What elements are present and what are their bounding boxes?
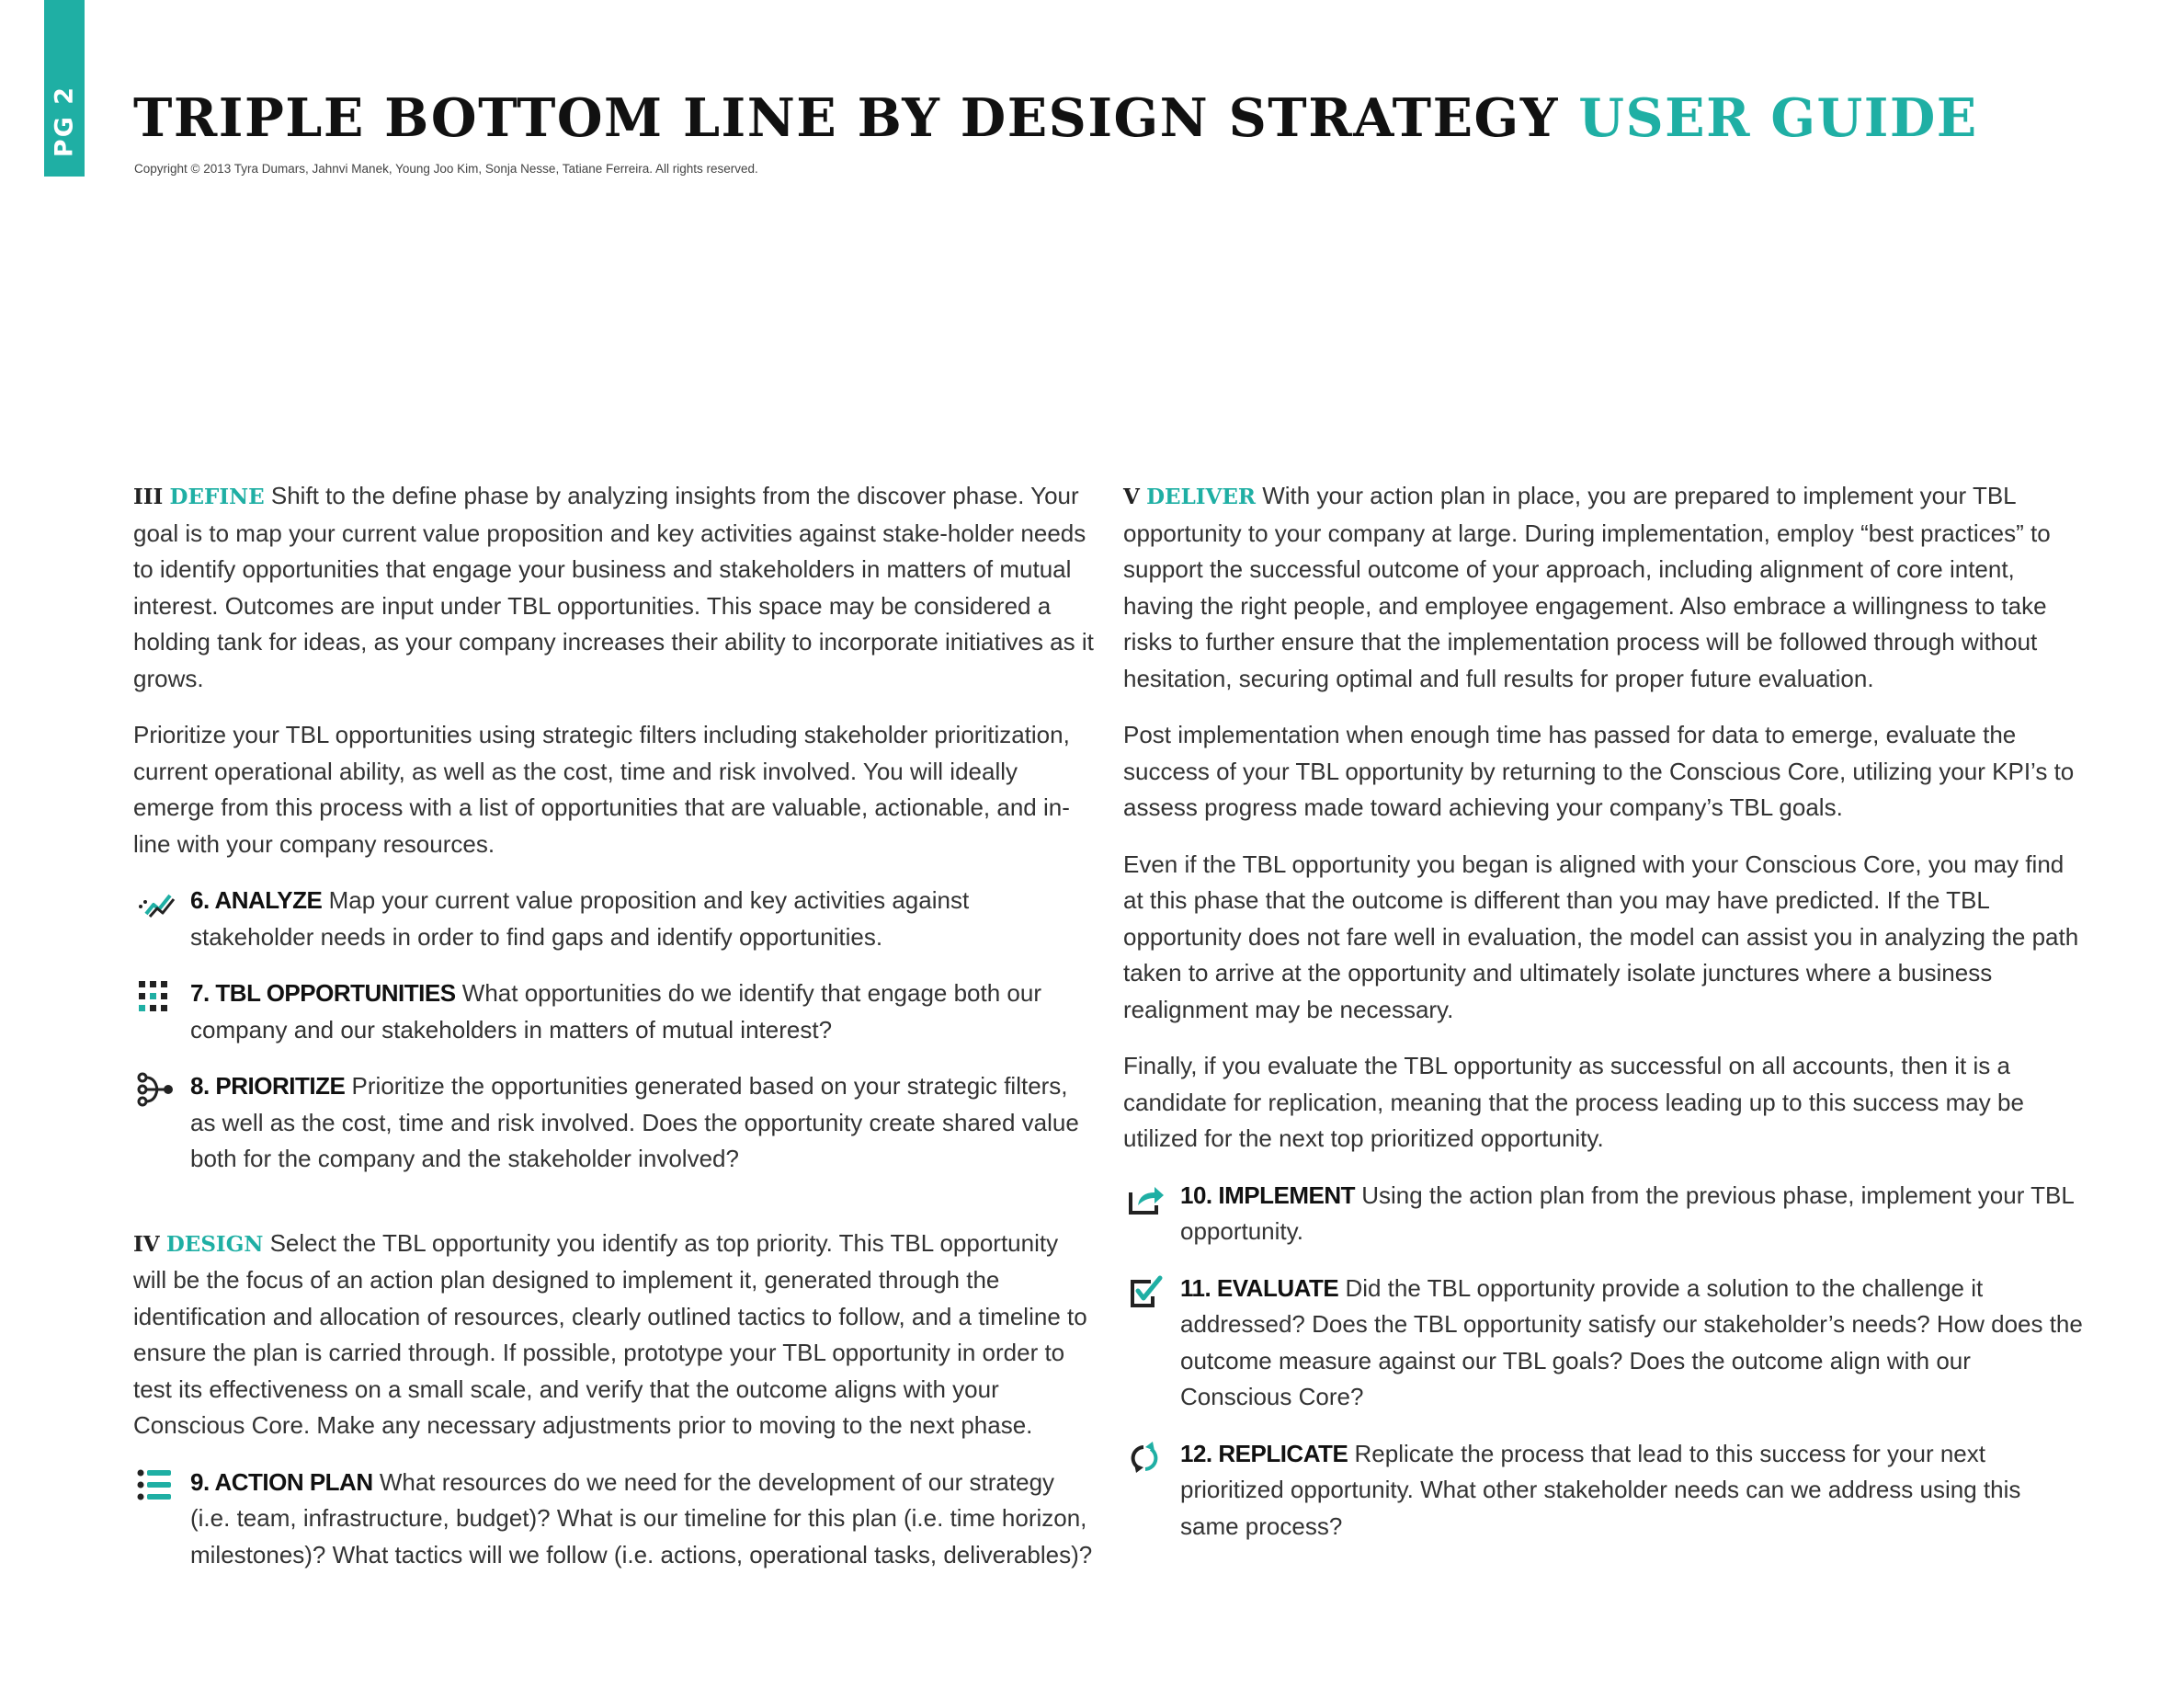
page-number: PG 2: [50, 85, 79, 158]
step-text: Replicate the process that lead to this success for your next prioritized opportunity. What other stakeholder needs can we address using this same process?: [1180, 1439, 2021, 1540]
design-text: Select the TBL opportunity you identify as top priority. This TBL opportunity will be the focus of an action plan designed to implement it, generated through the identification and allocation of resources, clearly outlined tactics to follow, and a timeline to ensure the plan is carried through. If possible, prototype your TBL opportunity in order to test its effectiveness on a small scale, and verify that the outcome aligns with your Conscious Core. Make any necessary adjustments prior to moving to the next phase.: [133, 1228, 1087, 1439]
page-number-tab: [44, 0, 85, 177]
step-text: Map your current value proposition and key activities against stakeholder needs in order to find gaps and identify opportunities.: [190, 886, 970, 951]
step-text: Did the TBL opportunity provide a solution to the challenge it addressed? Does the TBL opportunity satisfy our stakeholder’s needs? How does the outcome measure against our TBL goals? Does the outcome align with our Conscious Core?: [1180, 1273, 2083, 1410]
deliver-paragraph: Finally, if you evaluate the TBL opportunity as successful on all accounts, then it is a candidate for replication, meaning that the process leading up to this success may be utilized for the next top prioritized opportunity.: [1123, 1052, 2024, 1152]
grid-dots-icon: [137, 979, 177, 1014]
step-text: What resources do we need for the development of our strategy (i.e. team, infrastructure, budget)? What is our timeline for this plan (i.e. time horizon, milestones)? What tactics will we follow (i.e. actions, operational tasks, deliverables)?: [190, 1467, 1093, 1568]
design-heading: DESIGN: [165, 1231, 264, 1257]
define-section: [133, 478, 1094, 697]
deliver-text: With your action plan in place, you are prepared to implement your TBL opportunity to your company at large. During implementation, employ “best practices” to support the successful outcome of your approach, including alignment of core intent, having the right people, and employee engagement. Also embrace a willingness to take risks to further ensure that the implementation process will be followed through without hesitation, securing optimal and full results for proper future evaluation.: [1123, 482, 2051, 692]
design-number: IV: [133, 1231, 160, 1257]
title-accent: USER GUIDE: [1578, 87, 1978, 149]
share-arrow-icon: [1127, 1181, 1167, 1216]
step-label: 10. IMPLEMENT: [1180, 1180, 1355, 1209]
deliver-paragraph: Post implementation when enough time has passed for data to emerge, evaluate the success of your TBL opportunity by returning to the Conscious Core, utilizing your KPI’s to assess progress made toward achieving your company’s TBL goals.: [1123, 721, 2075, 821]
filter-nodes-icon: [137, 1072, 177, 1107]
step-label: 7. TBL OPPORTUNITIES: [190, 979, 456, 1007]
step-prioritize: [133, 1068, 1094, 1178]
list-icon: [137, 1468, 177, 1503]
define-heading: DEFINE: [169, 485, 265, 509]
page-title: [133, 87, 1978, 149]
step-tbl-opportunities: [133, 975, 1094, 1048]
define-text: Shift to the define phase by analyzing insights from the discover phase. Your goal is to map your current value proposition and key activities against stake-holder needs to identify opportunities that engage your business and stakeholders in matters of mutual interest. Outcomes are input under TBL opportunities. This space may be considered a holding tank for ideas, as your company increases their ability to incorporate initiatives as it grows.: [133, 482, 1094, 692]
step-label: 8. PRIORITIZE: [190, 1072, 346, 1100]
step-implement: [1123, 1178, 2084, 1250]
step-evaluate: [1123, 1271, 2084, 1416]
step-label: 9. ACTION PLAN: [190, 1467, 373, 1496]
step-text: Using the action plan from the previous phase, implement your TBL opportunity.: [1180, 1180, 2074, 1245]
title-main: TRIPLE BOTTOM LINE BY DESIGN STRATEGY: [133, 87, 1559, 149]
step-action-plan: [133, 1465, 1094, 1574]
deliver-section: [1123, 478, 2084, 697]
step-label: 6. ANALYZE: [190, 886, 323, 914]
step-text: Prioritize the opportunities generated based on your strategic filters, as well as the cost, time and risk involved. Does the opportunity create shared value both for the company and the stakeholder involved?: [190, 1072, 1079, 1172]
step-replicate: [1123, 1436, 2084, 1545]
section-spacer: [133, 1198, 1094, 1226]
deliver-number: V: [1123, 485, 1140, 509]
deliver-heading: DELIVER: [1146, 485, 1256, 509]
design-section: [133, 1226, 1094, 1444]
step-text: What opportunities do we identify that engage both our company and our stakeholders in matters of mutual interest?: [190, 979, 1041, 1044]
define-number: III: [133, 485, 164, 509]
step-label: 12. REPLICATE: [1180, 1439, 1348, 1467]
refresh-cycle-icon: [1127, 1440, 1167, 1475]
deliver-paragraph: Even if the TBL opportunity you began is aligned with your Conscious Core, you may find at this phase that the outcome is different than you may have predicted. If the TBL opportunity does not fare well in evaluation, the model can assist you in analyzing the path taken to arrive at the opportunity and ultimately isolate junctures where a business realignment may be necessary.: [1123, 850, 2079, 1023]
copyright-notice: Copyright © 2013 Tyra Dumars, Jahnvi Manek, Young Joo Kim, Sonja Nesse, Tatiane Ferreira. All rights reserved.: [134, 162, 758, 176]
checkbox-check-icon: [1127, 1274, 1167, 1309]
step-analyze: [133, 883, 1094, 955]
left-column: [133, 478, 1094, 1593]
right-column: [1123, 478, 2084, 1565]
analyze-chart-icon: [137, 886, 177, 921]
define-paragraph-2: Prioritize your TBL opportunities using strategic filters including stakeholder prioritization, current operational ability, as well as the cost, time and risk involved. You will ideally emerge from this process with a list of opportunities that are valuable, actionable, and in-line with your company resources.: [133, 721, 1070, 858]
step-label: 11. EVALUATE: [1180, 1273, 1339, 1302]
